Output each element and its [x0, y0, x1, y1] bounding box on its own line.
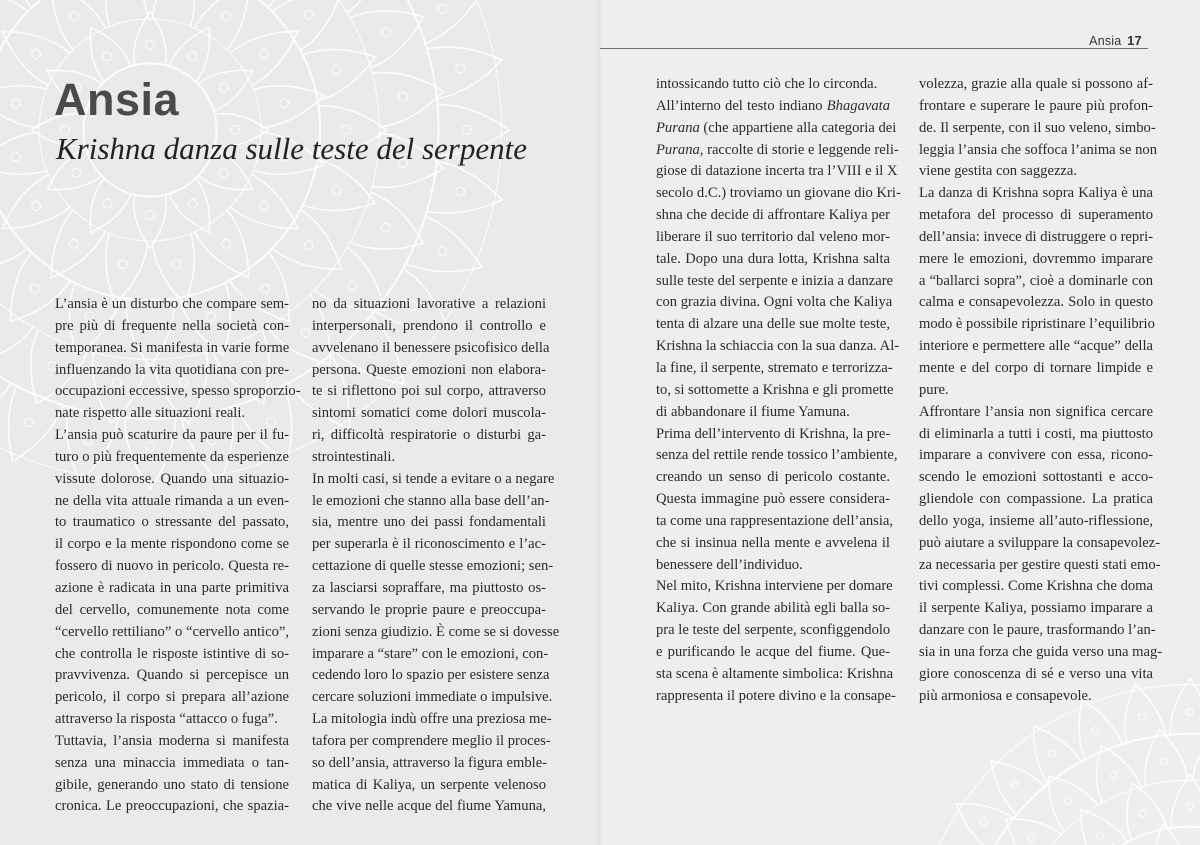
text-line: influenzando la vita quotidiana con pre-	[55, 361, 289, 378]
text-line: con grazia divina. Ogni volta che Kaliya	[656, 294, 893, 311]
text-line: Purana (che appartiene alla categoria dei	[656, 119, 897, 136]
text-line: sta scena è altamente simbolica: Krishna	[656, 665, 894, 682]
text-line: senza una minaccia immediata o tan-	[55, 754, 289, 771]
text-line: la fine, il serpente, stremato e terrorizza-	[656, 359, 893, 376]
text-line: gliendole con compassione. La pratica	[919, 491, 1153, 508]
text-line: pericolo, il corpo si prepara all’azione	[55, 689, 289, 706]
text-line: fossero di nuovo in pericolo. Questa re-	[55, 558, 289, 575]
text-line: so dell’ansia, attraverso la figura emble-	[312, 754, 548, 771]
text-line: per superarla è il riconoscimento e l’ac-	[312, 536, 546, 553]
text-line: to, si sottomette a Krishna e gli promette	[656, 381, 894, 398]
text-line: senza del rettile rende tossico l’ambiente,	[656, 447, 898, 464]
text-line: La mitologia indù offre una preziosa me-	[312, 711, 552, 728]
text-line: shna che decide di affrontare Kaliya per	[656, 207, 890, 224]
text-line: pravvivenza. Quando si percepisce un	[55, 667, 289, 684]
text-line: imparare a “stare” con le emozioni, con-	[312, 645, 549, 662]
text-line: del cervello, comunemente nota come	[55, 601, 289, 618]
text-line: il corpo e la mente rispondono come se	[55, 536, 289, 553]
text-line: a “ballarci sopra”, cioè a dominarle con	[919, 272, 1153, 289]
text-line: il serpente Kaliya, possiamo imparare a	[919, 600, 1153, 617]
text-line: pure.	[919, 381, 949, 398]
text-line: strointestinali.	[312, 448, 396, 465]
text-line: tale. Dopo una dura lotta, Krishna salta	[656, 250, 890, 267]
text-line: sia, mentre uno dei passi fondamentali	[312, 514, 546, 531]
text-line: dell’ansia: invece di distruggere o repri-	[919, 228, 1153, 245]
text-line: La danza di Krishna sopra Kaliya è una	[919, 185, 1153, 202]
running-head	[1089, 33, 1142, 48]
running-head-rule	[600, 48, 1148, 49]
text-line: liberare il suo territorio dal veleno mor-	[656, 228, 890, 245]
text-line: che si insinua nella mente e avvelena il	[656, 534, 890, 551]
text-line: giore conoscenza di sé e verso una vita	[919, 665, 1153, 682]
text-line: te si riflettono poi sul corpo, attraverso	[312, 383, 546, 400]
text-line: giose di datazione incerta tra l’VIII e il X	[656, 163, 898, 180]
text-line: Tuttavia, l’ansia moderna si manifesta	[55, 732, 289, 749]
text-line: mere le emozioni, dovremmo imparare	[919, 250, 1153, 267]
text-line: tenta di alzare una delle sue molte teste,	[656, 316, 890, 333]
text-column-2	[312, 294, 560, 818]
text-line: viene gestita con saggezza.	[919, 163, 1078, 180]
text-line: benessere dell’individuo.	[656, 556, 803, 573]
text-line: mente e del corpo di tornare limpide e	[919, 359, 1153, 376]
text-line: vissute dolorose. Quando una situazio-	[55, 470, 289, 487]
text-line: volezza, grazie alla quale si possono af-	[919, 76, 1153, 92]
text-line: tafora per comprendere meglio il proces-	[312, 732, 551, 749]
text-line: turo o più frequentemente da esperienze	[55, 448, 289, 465]
text-line: ne della vita attuale rimanda a un even-	[55, 492, 289, 509]
text-line: L’ansia può scaturire da paure per il fu-	[55, 427, 289, 444]
text-line: avvelenano il benessere psicofisico della	[312, 339, 550, 356]
text-line: dello yoga, insieme all’auto-riflessione,	[919, 512, 1153, 529]
text-line: interiore e permettere alle “acque” della	[919, 338, 1153, 355]
text-line: matica di Kaliya, un serpente velenoso	[312, 776, 546, 793]
text-line: Nel mito, Krishna interviene per domare	[656, 578, 893, 595]
text-line: “cervello rettiliano” o “cervello antico”,	[55, 623, 289, 640]
text-line: Kaliya. Con grande abilità egli balla so-	[656, 600, 890, 617]
chapter-title: Ansia	[54, 74, 180, 125]
text-line: leggia l’ansia che soffoca l’anima se non	[919, 141, 1158, 158]
text-line: Purana, raccolte di storie e leggende reli-	[656, 141, 899, 158]
text-line: gibile, generando uno stato di tensione	[55, 776, 289, 793]
text-line: Krishna la schiaccia con la sua danza. Al-	[656, 338, 900, 355]
text-line: sintomi somatici come dolori muscola-	[312, 405, 546, 422]
text-line: che vive nelle acque del fiume Yamuna,	[312, 798, 546, 815]
text-line: le emozioni che stanno alla base dell’an-	[312, 492, 550, 509]
text-column-1	[55, 294, 301, 818]
text-line: temporanea. Si manifesta in varie forme	[55, 339, 290, 356]
text-line: che controlla le risposte istintive di so-	[55, 645, 289, 662]
text-line: pre più di frequente nella società con-	[55, 317, 289, 334]
text-line: zioni senza giudizio. È come se si dovesse	[312, 623, 560, 640]
text-line: rappresenta il potere divino e la consape-	[656, 687, 896, 704]
text-line: za lasciarsi sopraffare, ma piuttosto os-	[312, 579, 546, 596]
text-line: cedendo loro lo spazio per esistere senza	[312, 667, 550, 684]
text-line: no da situazioni lavorative a relazioni	[312, 296, 546, 312]
text-line: e purificando le acque del fiume. Que-	[656, 643, 890, 660]
text-line: di eliminarla a tutti i costi, ma piuttosto	[919, 425, 1153, 442]
text-line: calma e consapevolezza. Solo in questo	[919, 294, 1153, 311]
text-line: intossicando tutto ciò che lo circonda.	[656, 76, 878, 92]
text-line: secolo d.C.) troviamo un giovane dio Kri-	[656, 185, 901, 202]
text-line: Prima dell’intervento di Krishna, la pre-	[656, 425, 891, 442]
text-line: cettazione di quelle stesse emozioni; sen-	[312, 558, 554, 575]
text-line: sia in una forza che guida verso una mag-	[919, 643, 1163, 660]
text-column-4	[919, 74, 1163, 707]
text-line: tivi complessi. Come Krishna che doma	[919, 578, 1153, 595]
text-line: imparare a convivere con essa, ricono-	[919, 447, 1153, 464]
text-line: danzare con le paure, trasformando l’an-	[919, 622, 1156, 639]
text-line: to traumatico o stressante del passato,	[55, 514, 289, 531]
text-line: di abbandonare il fiume Yamuna.	[656, 403, 850, 420]
text-line: nate rispetto alle situazioni reali.	[55, 405, 246, 422]
text-line: cercare soluzioni immediate o impulsive.	[312, 689, 553, 706]
text-line: Questa immagine può essere considera-	[656, 491, 890, 508]
text-line: servando le proprie paure e preoccupa-	[312, 601, 546, 618]
text-line: scendo le emozioni sottostanti e acco-	[919, 469, 1153, 486]
text-line: più armoniosa e consapevole.	[919, 687, 1092, 704]
text-line: pra le teste del serpente, sconfiggendolo	[656, 622, 891, 639]
text-line: Affrontare l’ansia non significa cercare	[919, 403, 1153, 420]
text-line: azione è radicata in una parte primitiva	[55, 579, 289, 596]
page-gutter	[598, 0, 602, 845]
text-column-3	[656, 74, 901, 707]
chapter-subtitle: Krishna danza sulle teste del serpente	[56, 131, 527, 166]
text-line: ta come una rappresentazione dell’ansia,	[656, 512, 894, 529]
text-line: cronica. Le preoccupazioni, che spazia-	[55, 798, 289, 815]
text-line: attraverso la risposta “attacco o fuga”.	[55, 711, 278, 728]
text-line: frontare e superare le paure più profon-	[919, 97, 1153, 114]
text-line: sulle teste del serpente e inizia a danzare	[656, 272, 894, 289]
text-line: L’ansia è un disturbo che compare sem-	[55, 296, 289, 312]
text-line: può aiutare a sviluppare la consapevolez-	[919, 534, 1161, 551]
text-line: za necessaria per gestire questi stati emo-	[919, 556, 1161, 573]
section-label: Ansia	[1089, 34, 1122, 48]
text-line: persona. Queste emozioni non elabora-	[312, 361, 546, 378]
text-line: In molti casi, si tende a evitare o a negare	[312, 470, 555, 487]
text-line: creando un senso di pericolo costante.	[656, 469, 890, 486]
text-line: modo è possibile ripristinare l’equilibrio	[919, 316, 1155, 333]
text-line: interpersonali, prendono il controllo e	[312, 317, 546, 334]
text-line: metafora del processo di superamento	[919, 207, 1153, 224]
text-line: All’interno del testo indiano Bhagavata	[656, 97, 890, 114]
text-line: ri, difficoltà respiratorie o disturbi ga-	[312, 427, 546, 444]
page-number: 17	[1127, 33, 1142, 48]
text-line: de. Il serpente, con il suo veleno, simbo-	[919, 119, 1156, 136]
text-line: occupazioni eccessive, spesso sproporzio-	[55, 383, 301, 400]
